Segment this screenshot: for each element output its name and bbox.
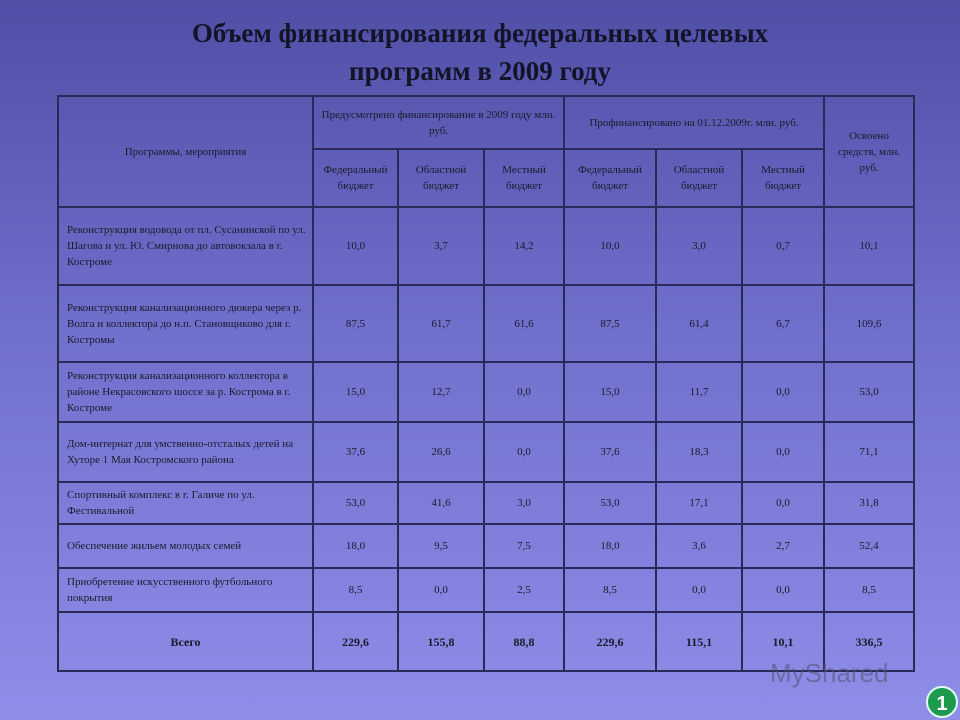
- table-cell: 18,0: [313, 524, 398, 568]
- subheader: Областной бюджет: [656, 149, 742, 207]
- table-cell: 0,0: [742, 482, 824, 524]
- table-cell: 8,5: [564, 568, 656, 612]
- table-cell: 3,7: [398, 207, 484, 285]
- table-cell: 9,5: [398, 524, 484, 568]
- table-cell: 10,1: [824, 207, 914, 285]
- table-cell: 52,4: [824, 524, 914, 568]
- table-cell: 10,0: [313, 207, 398, 285]
- subheader: Местный бюджет: [742, 149, 824, 207]
- subheader: Местный бюджет: [484, 149, 564, 207]
- header-planned: Предусмотрено финансирование в 2009 году млн. руб.: [313, 96, 564, 149]
- table-cell: 87,5: [313, 285, 398, 362]
- table-cell: 18,0: [564, 524, 656, 568]
- table-cell: 0,0: [484, 362, 564, 422]
- watermark: MyShared: [770, 658, 889, 688]
- table-cell: 71,1: [824, 422, 914, 482]
- table-cell: 0,0: [742, 362, 824, 422]
- table-row: [58, 362, 914, 422]
- table-cell: 229,6: [313, 612, 398, 671]
- table-cell: 12,7: [398, 362, 484, 422]
- table-cell: 2,7: [742, 524, 824, 568]
- table-row: [58, 422, 914, 482]
- table-cell: 0,0: [742, 422, 824, 482]
- table-cell: 11,7: [656, 362, 742, 422]
- table-cell: 10,1: [742, 612, 824, 671]
- program-name: Реконструкция канализационного дюкера через р. Волга и коллектора до н.п. Становщиково для г. Костромы: [58, 285, 313, 362]
- program-name: Реконструкция канализационного коллектора в районе Некрасовского шоссе за р. Кострома в г. Костроме: [58, 362, 313, 422]
- table-cell: 41,6: [398, 482, 484, 524]
- table-cell: 37,6: [313, 422, 398, 482]
- table-cell: 31,8: [824, 482, 914, 524]
- table-cell: 37,6: [564, 422, 656, 482]
- table-cell: 53,0: [824, 362, 914, 422]
- table-cell: 8,5: [313, 568, 398, 612]
- slide-number-badge: 1: [926, 686, 958, 718]
- program-name: Обеспечение жильем молодых семей: [58, 524, 313, 568]
- table-cell: 17,1: [656, 482, 742, 524]
- table-cell: 18,3: [656, 422, 742, 482]
- table-row: [58, 285, 914, 362]
- table-row: [58, 207, 914, 285]
- table-cell: 26,6: [398, 422, 484, 482]
- table-cell: 61,4: [656, 285, 742, 362]
- table-cell: 88,8: [484, 612, 564, 671]
- subheader: Областной бюджет: [398, 149, 484, 207]
- table-cell: 0,0: [656, 568, 742, 612]
- table-cell: 0,0: [398, 568, 484, 612]
- funding-table: [57, 95, 915, 672]
- table-row: [58, 568, 914, 612]
- header-financed: Профинансировано на 01.12.2009г. млн. руб.: [564, 96, 824, 149]
- table-row: [58, 482, 914, 524]
- total-label: Всего: [58, 612, 313, 671]
- table-cell: 15,0: [313, 362, 398, 422]
- table-cell: 15,0: [564, 362, 656, 422]
- table-cell: 53,0: [564, 482, 656, 524]
- table-cell: 115,1: [656, 612, 742, 671]
- table-cell: 3,0: [656, 207, 742, 285]
- table-cell: 87,5: [564, 285, 656, 362]
- table-cell: 0,0: [484, 422, 564, 482]
- table-cell: 8,5: [824, 568, 914, 612]
- table-cell: 336,5: [824, 612, 914, 671]
- table-row: [58, 524, 914, 568]
- subheader: Федеральный бюджет: [313, 149, 398, 207]
- table-cell: 3,6: [656, 524, 742, 568]
- table-cell: 155,8: [398, 612, 484, 671]
- table-cell: 61,7: [398, 285, 484, 362]
- table-cell: 10,0: [564, 207, 656, 285]
- table-cell: 3,0: [484, 482, 564, 524]
- table-cell: 61,6: [484, 285, 564, 362]
- subheader: Федеральный бюджет: [564, 149, 656, 207]
- table-cell: 109,6: [824, 285, 914, 362]
- header-programs: Программы, мероприятия: [58, 96, 313, 207]
- header-used: Освоено средств, млн. руб.: [824, 96, 914, 207]
- table-cell: 6,7: [742, 285, 824, 362]
- program-name: Спортивный комплекс в г. Галиче по ул. Фестивальной: [58, 482, 313, 524]
- table-cell: 0,7: [742, 207, 824, 285]
- table-cell: 7,5: [484, 524, 564, 568]
- table-cell: 53,0: [313, 482, 398, 524]
- program-name: Приобретение искусственного футбольного покрытия: [58, 568, 313, 612]
- table-cell: 2,5: [484, 568, 564, 612]
- program-name: Дом-интернат для умственно-отсталых детей на Хуторе 1 Мая Костромского района: [58, 422, 313, 482]
- table-cell: 229,6: [564, 612, 656, 671]
- table-cell: 14,2: [484, 207, 564, 285]
- program-name: Реконструкция водовода от пл. Сусанинской по ул. Шагова и ул. Ю. Смирнова до автовокзала в г. Костроме: [58, 207, 313, 285]
- slide-title: Объем финансирования федеральных целевых программ в 2009 году: [191, 18, 769, 86]
- table-cell: 0,0: [742, 568, 824, 612]
